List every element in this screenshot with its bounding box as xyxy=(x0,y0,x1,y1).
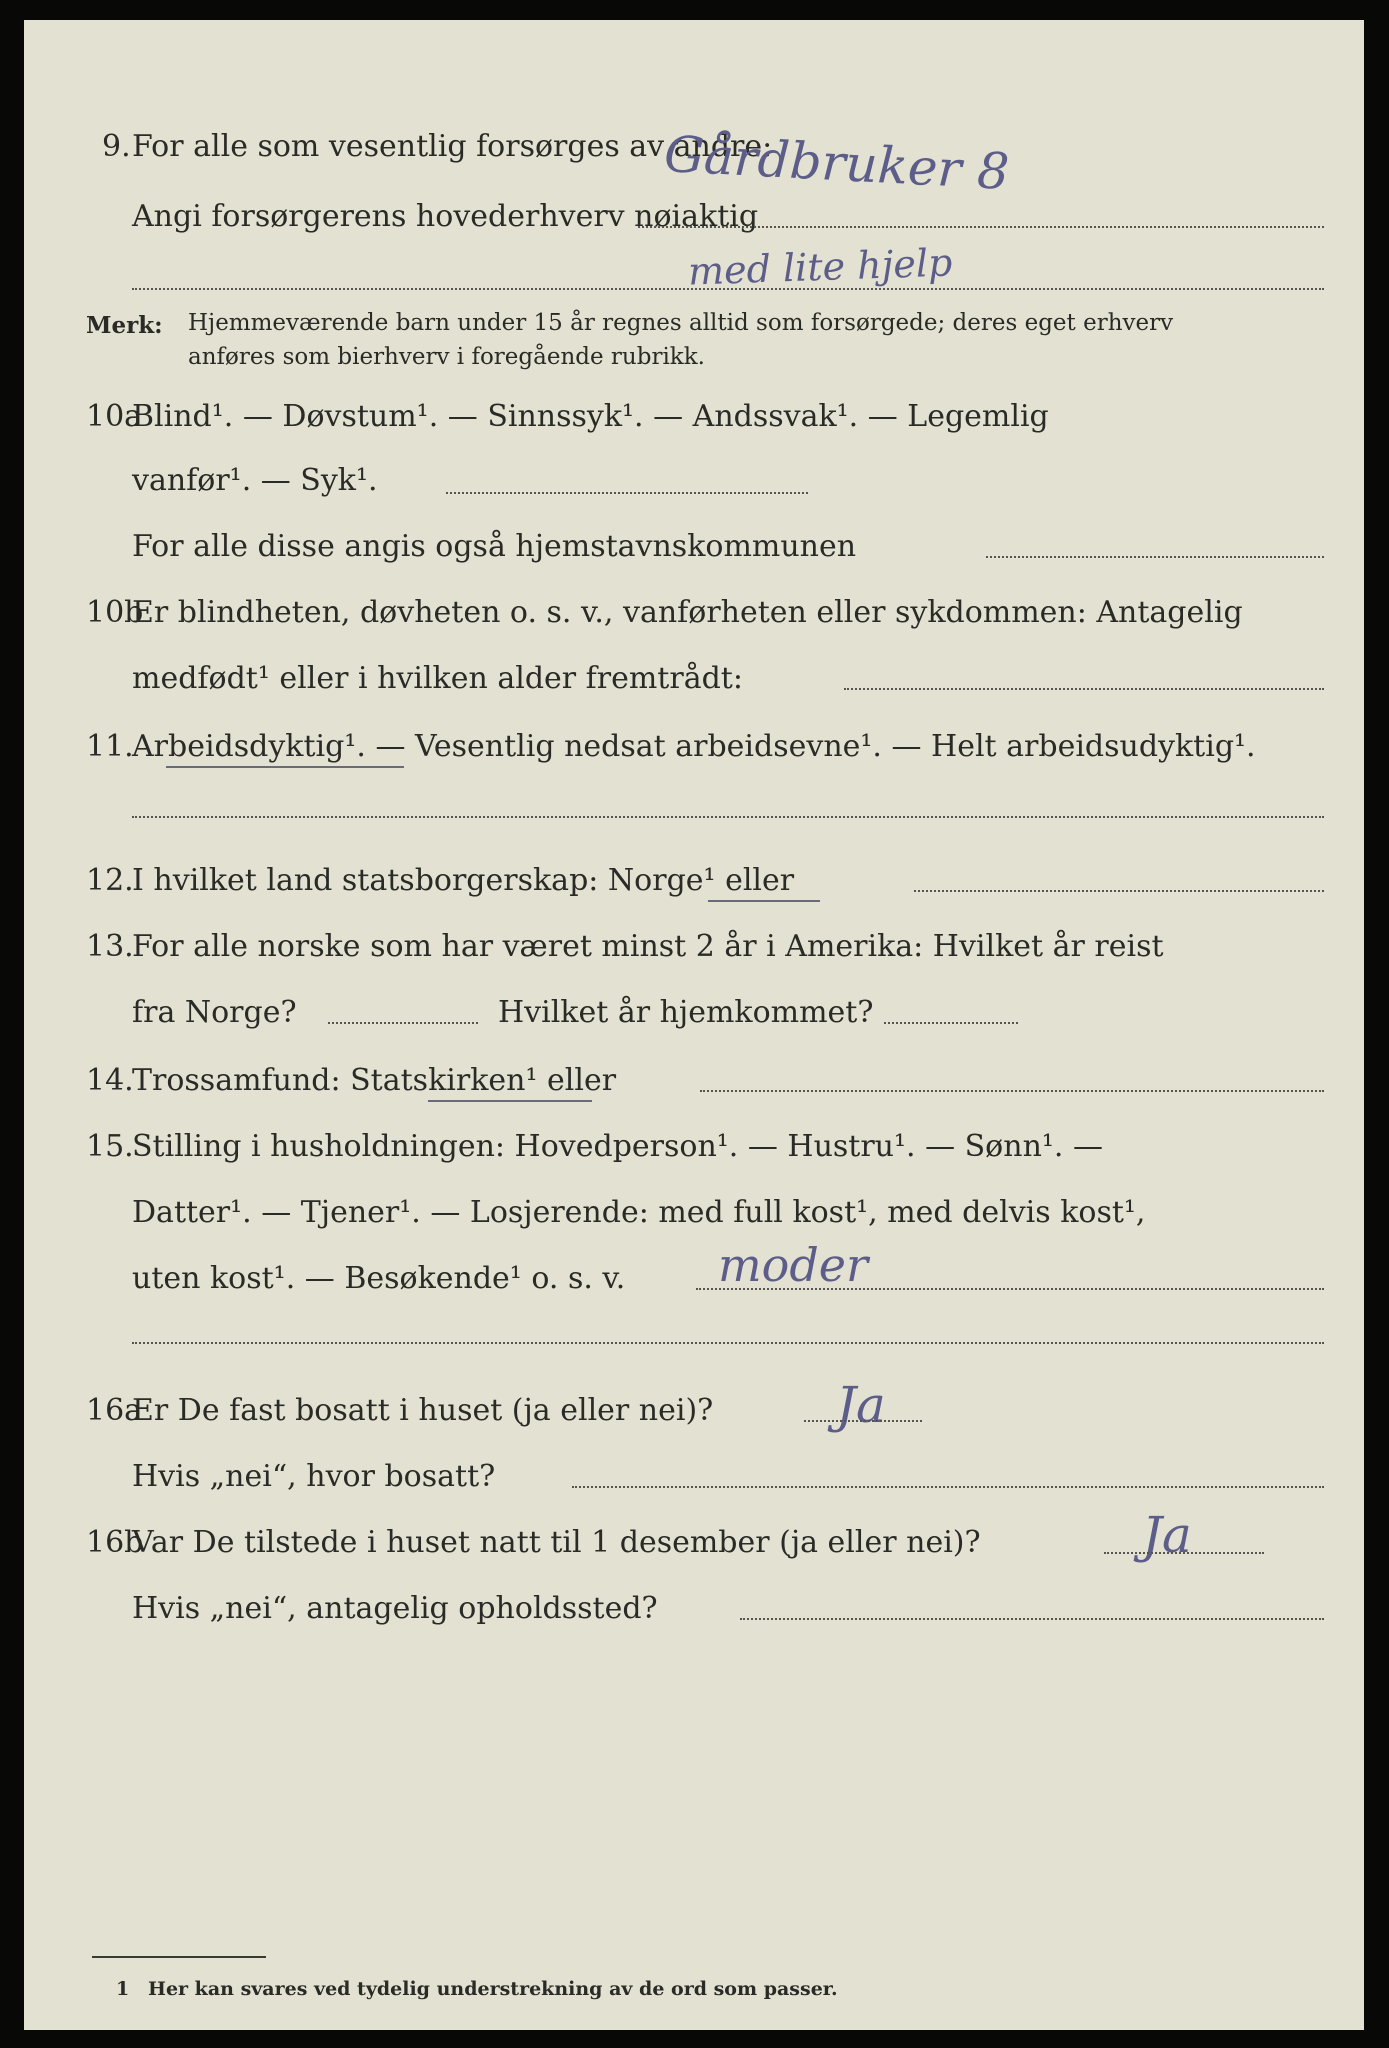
q10b-line1: Er blindheten, døvheten o. s. v., vanførheten eller sykdommen: Antagelig xyxy=(132,595,1243,630)
q15-line1: Stilling i husholdningen: Hovedperson¹. — Hustru¹. — Sønn¹. — xyxy=(132,1129,1103,1164)
footnote-mark: 1 xyxy=(116,1978,130,2000)
q13-number: 13. xyxy=(86,929,134,964)
q13-line2a: fra Norge? xyxy=(132,995,297,1030)
q9-answer-line-2 xyxy=(132,288,1324,290)
q13-answer-line-2 xyxy=(884,1022,1018,1024)
merk-line2: anføres som bierhverv i foregående rubrikk. xyxy=(188,344,705,370)
q16a-number: 16a xyxy=(86,1393,143,1428)
q13-line2b: Hvilket år hjemkommet? xyxy=(498,995,874,1030)
q13-line1: For alle norske som har været minst 2 år i Amerika: Hvilket år reist xyxy=(132,929,1164,964)
q9-handwritten-answer-1: Gårdbruker 8 xyxy=(662,125,1011,201)
q9-handwritten-answer-2: med lite hjelp xyxy=(687,240,953,294)
q16b-answer-line-1 xyxy=(1104,1552,1264,1554)
q9-line1: For alle som vesentlig forsørges av andre: xyxy=(132,129,773,164)
q16b-number: 16b xyxy=(86,1525,144,1560)
q16b-answer-line-2 xyxy=(740,1618,1324,1620)
census-form-page xyxy=(24,20,1364,2030)
q15-line3: uten kost¹. — Besøkende¹ o. s. v. xyxy=(132,1261,626,1296)
q12-line1: I hvilket land statsborgerskap: Norge¹ eller xyxy=(132,863,795,898)
q11-underline xyxy=(166,766,404,768)
merk-line1: Hjemmeværende barn under 15 år regnes alltid som forsørgede; deres eget erhverv xyxy=(188,310,1174,336)
q10a-line1: Blind¹. — Døvstum¹. — Sinnssyk¹. — Andssvak¹. — Legemlig xyxy=(132,399,1049,434)
q12-number: 12. xyxy=(86,863,134,898)
q15-number: 15. xyxy=(86,1129,134,1164)
q15-handwritten-answer: moder xyxy=(718,1238,868,1292)
q14-underline xyxy=(428,1100,592,1102)
q10a-line2: vanfør¹. — Syk¹. xyxy=(132,463,378,498)
q16b-line2: Hvis „nei“, antagelig opholdssted? xyxy=(132,1591,658,1626)
footnote-rule xyxy=(92,1956,266,1958)
q14-answer-line xyxy=(700,1090,1324,1092)
q11-answer-line xyxy=(132,816,1324,818)
q15-answer-line-2 xyxy=(132,1342,1324,1344)
q11-number: 11. xyxy=(86,729,134,764)
q16a-handwritten-answer: Ja xyxy=(836,1376,886,1434)
q14-number: 14. xyxy=(86,1063,134,1098)
q16a-line1: Er De fast bosatt i huset (ja eller nei)? xyxy=(132,1393,714,1428)
q10a-answer-line-1 xyxy=(446,492,808,494)
q16a-answer-line-1 xyxy=(804,1420,922,1422)
q16a-answer-line-2 xyxy=(572,1486,1324,1488)
q10b-answer-line xyxy=(844,688,1324,690)
q15-answer-line-1 xyxy=(696,1288,1324,1290)
q16a-line2: Hvis „nei“, hvor bosatt? xyxy=(132,1459,496,1494)
q16b-line1: Var De tilstede i huset natt til 1 desember (ja eller nei)? xyxy=(132,1525,981,1560)
q10a-number: 10a xyxy=(86,399,143,434)
q13-answer-line-1 xyxy=(328,1022,478,1024)
q16b-handwritten-answer: Ja xyxy=(1142,1506,1192,1564)
q15-line2: Datter¹. — Tjener¹. — Losjerende: med full kost¹, med delvis kost¹, xyxy=(132,1195,1146,1230)
q12-answer-line xyxy=(914,890,1324,892)
merk-label: Merk: xyxy=(86,312,163,339)
q14-line1: Trossamfund: Statskirken¹ eller xyxy=(132,1063,617,1098)
q11-line1: Arbeidsdyktig¹. — Vesentlig nedsat arbeidsevne¹. — Helt arbeidsudyktig¹. xyxy=(132,729,1256,764)
q9-answer-line-1 xyxy=(638,226,1324,228)
q10b-line2: medfødt¹ eller i hvilken alder fremtrådt: xyxy=(132,661,743,696)
q9-number: 9. xyxy=(102,129,131,164)
q10b-number: 10b xyxy=(86,595,144,630)
q10a-line3: For alle disse angis også hjemstavnskommunen xyxy=(132,529,857,564)
q10a-answer-line-2 xyxy=(986,556,1324,558)
footnote-text: Her kan svares ved tydelig understrekning av de ord som passer. xyxy=(148,1978,838,2000)
q9-line2: Angi forsørgerens hovederhverv nøiaktig xyxy=(132,199,759,234)
q12-underline xyxy=(708,900,820,902)
